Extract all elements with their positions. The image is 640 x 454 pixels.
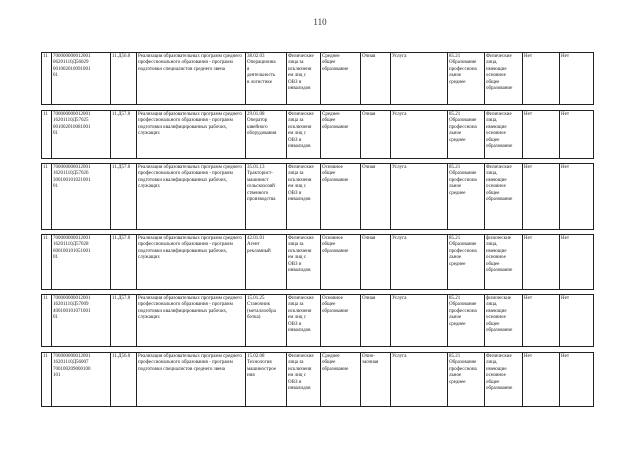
consumer-requirements: физические лица, имеющие основное общее образование (485, 295, 523, 347)
row-number: 11 (42, 353, 52, 407)
row-number: 11 (42, 295, 52, 347)
consumer-requirements: Физические лица, имеющие основное общее образование (485, 111, 523, 159)
service-code: 11.Д57.0 (111, 295, 137, 347)
study-form: Очная (361, 235, 391, 290)
services-registry-table (41, 52, 594, 407)
flag-1: Нет (523, 353, 560, 407)
okved-code: 85.21 Образование профессиона льное среднее (448, 111, 485, 159)
flag-2: Нет (560, 235, 594, 290)
registry-code: 700000000012001 16201110Д57028 600100101051001 01 (52, 235, 111, 290)
service-name: Реализация образовательных программ среднего профессионального образования - программ подготовки квалифицированных рабочих, служащих (137, 295, 246, 347)
study-form: Очно- заочная (361, 353, 391, 407)
base-education: Основное общее образование (321, 295, 361, 347)
page-number: 110 (313, 17, 327, 27)
consumer-requirements: Физические лица, имеющие основное общее образование (485, 164, 523, 230)
service-code: 11.Д57.0 (111, 235, 137, 290)
study-form: Очная (361, 53, 391, 105)
base-education: Среднее общее образование (321, 53, 361, 105)
table-row (42, 235, 594, 290)
service-type: Услуга (391, 295, 448, 347)
service-type: Услуга (391, 111, 448, 159)
flag-2: Нет (560, 164, 594, 230)
registry-code: 700000000012001 06201110Д56029 001002010091001 01 (52, 53, 111, 105)
okved-code: 85.21 Образование профессиона льное среднее (448, 164, 485, 230)
table-row (42, 111, 594, 159)
flag-1: Нет (523, 295, 560, 347)
service-name: Реализация образовательных программ среднего профессионального образования - программ подготовки специалистов среднего звена (137, 53, 246, 105)
registry-code: 700000000012001 16201110Д56007 700100209000100 101 (52, 353, 111, 407)
registry-code: 700000000012001 16201110Д57025 001002010081001 01 (52, 111, 111, 159)
service-code: 11.Д56.0 (111, 353, 137, 407)
consumer-category: Физические лица за исключени ем лиц с ОВЗ и инвалидов (287, 235, 321, 290)
service-name: Реализация образовательных программ среднего профессионального образования - программ подготовки квалифицированных рабочих, служащих (137, 164, 246, 230)
consumer-category: Физические лица за исключени ем лиц с ОВЗ и инвалидов (287, 53, 321, 105)
consumer-requirements: физические лица, имеющие основное общее образование (485, 235, 523, 290)
service-name: Реализация образовательных программ среднего профессионального образования - программ подготовки квалифицированных рабочих, служащих (137, 111, 246, 159)
flag-2: Нет (560, 353, 594, 407)
consumer-requirements: Физические лица, имеющие основное общее образование (485, 53, 523, 105)
specialty: 42.01.01 Агент рекламный (246, 235, 287, 290)
table-row (42, 53, 594, 105)
specialty: 15.01.25 Станочник (металлообра ботка) (246, 295, 287, 347)
study-form: Очная (361, 164, 391, 230)
base-education: Среднее общее образование (321, 353, 361, 407)
service-type: Услуга (391, 353, 448, 407)
specialty: 35.01.13 Тракторист- машинист сельскохозяй ственного производства (246, 164, 287, 230)
specialty: 15.02.08 Технология машинострое ния (246, 353, 287, 407)
flag-1: Нет (523, 111, 560, 159)
service-type: Услуга (391, 53, 448, 105)
base-education: Среднее общее образование (321, 111, 361, 159)
consumer-category: Физические лица за исключени ем лиц с ОВЗ и инвалидов (287, 164, 321, 230)
service-name: Реализация образовательных программ среднего профессионального образования - программ подготовки специалистов среднего звена (137, 353, 246, 407)
table-row (42, 164, 594, 230)
service-code: 11.Д57.0 (111, 164, 137, 230)
okved-code: 85.21 Образование профессиона льное среднее (448, 295, 485, 347)
base-education: Основное общее образование (321, 164, 361, 230)
registry-code: 700000000012001 16201110Д57026 300100101021001 01 (52, 164, 111, 230)
table-row (42, 353, 594, 407)
study-form: Очная (361, 111, 391, 159)
row-number: 11 (42, 235, 52, 290)
service-type: Услуга (391, 235, 448, 290)
service-name: Реализация образовательных программ среднего профессионального образования - программ подготовки квалифицированных рабочих, служащих (137, 235, 246, 290)
consumer-requirements: Физические лица, имеющие основное общее образование (485, 353, 523, 407)
row-number: 11 (42, 164, 52, 230)
flag-2: Нет (560, 295, 594, 347)
base-education: Основное общее образование (321, 235, 361, 290)
flag-1: Нет (523, 53, 560, 105)
okved-code: 85.21 Образование профессиона льное среднее (448, 235, 485, 290)
specialty: 38.02.03 Операционна я деятельность в логистике (246, 53, 287, 105)
registry-code: 700000000012001 16201110Д57009 400100101071001 01 (52, 295, 111, 347)
okved-code: 85.21 Образование профессиона льное среднее (448, 353, 485, 407)
service-code: 11.Д57.0 (111, 111, 137, 159)
table-row (42, 295, 594, 347)
flag-2: Нет (560, 111, 594, 159)
flag-2: Нет (560, 53, 594, 105)
flag-1: Нет (523, 164, 560, 230)
row-number: 11 (42, 111, 52, 159)
consumer-category: Физические лица за исключени ем лиц с ОВЗ и инвалидов (287, 295, 321, 347)
row-number: 11 (42, 53, 52, 105)
consumer-category: Физические лица за исключени ем лиц с ОВЗ и инвалидов (287, 111, 321, 159)
okved-code: 85.21 Образование профессиона льное среднее (448, 53, 485, 105)
study-form: Очная (361, 295, 391, 347)
consumer-category: Физические лица за исключени ем лиц с ОВЗ и инвалидов (287, 353, 321, 407)
specialty: 29.01.08 Оператор швейного оборудования (246, 111, 287, 159)
service-type: Услуга (391, 164, 448, 230)
service-code: 11.Д56.0 (111, 53, 137, 105)
flag-1: Нет (523, 235, 560, 290)
